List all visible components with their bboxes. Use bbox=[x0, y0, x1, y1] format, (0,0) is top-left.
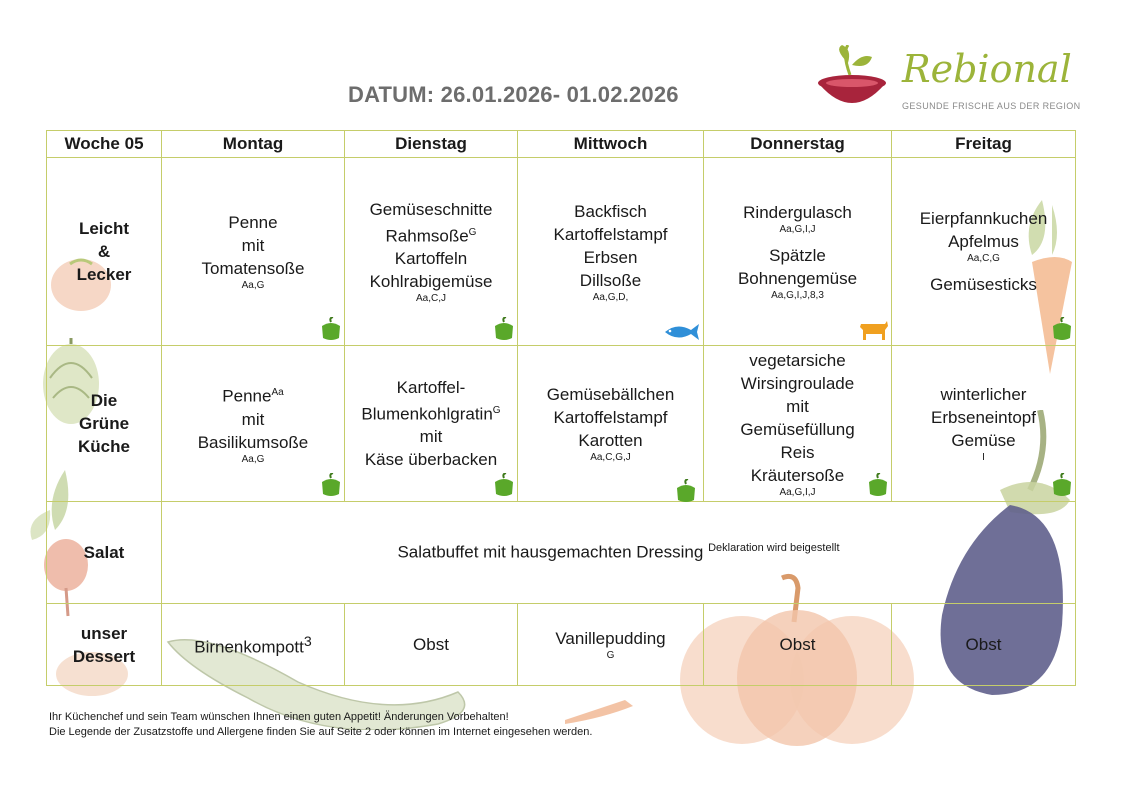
meal-line: Gemüsebällchen bbox=[546, 385, 675, 404]
meal-line: Basilikumsoße bbox=[197, 432, 309, 452]
dessert-thursday bbox=[704, 604, 892, 686]
dessert-wednesday bbox=[518, 604, 704, 686]
meal-line: Karotten bbox=[578, 431, 643, 450]
day-header-tuesday: Dienstag bbox=[345, 131, 518, 158]
meal-line: Kartoffel- bbox=[396, 377, 466, 397]
menu-row-leicht-lecker bbox=[47, 158, 1076, 346]
meal-line: Gemüseschnitte bbox=[369, 199, 493, 219]
dessert-text: Vanillepudding bbox=[555, 629, 666, 648]
menu-row-gruene-kueche bbox=[47, 346, 1076, 502]
allergen-codes: Aa,C,J bbox=[415, 293, 446, 305]
week-header: Woche 05 bbox=[47, 131, 162, 158]
salad-buffet-cell bbox=[162, 502, 1076, 604]
meal-line: Wirsingroulade bbox=[740, 373, 855, 393]
meal-line: Dillsoße bbox=[579, 270, 642, 290]
vegetarian-icon bbox=[320, 317, 342, 341]
meal-gruen-wednesday bbox=[518, 346, 704, 502]
salad-text: Salatbuffet mit hausgemachten Dressing bbox=[397, 542, 704, 562]
meal-leicht-monday bbox=[162, 158, 345, 346]
day-header-wednesday: Mittwoch bbox=[518, 131, 704, 158]
row-label-line: Küche bbox=[78, 437, 130, 456]
meal-leicht-thursday bbox=[704, 158, 892, 346]
allergen-superscript: Aa bbox=[271, 387, 284, 399]
day-header-monday: Montag bbox=[162, 131, 345, 158]
meal-leicht-friday bbox=[892, 158, 1076, 346]
meal-line: Käse überbacken bbox=[364, 450, 498, 470]
meal-line: Backfisch bbox=[574, 201, 647, 221]
meal-line: winterlicher bbox=[940, 385, 1027, 404]
dessert-text: Obst bbox=[779, 635, 816, 654]
additive-superscript: 3 bbox=[303, 633, 312, 650]
dessert-tuesday bbox=[345, 604, 518, 686]
meal-line: Gemüse bbox=[951, 431, 1016, 450]
row-label-leicht-lecker bbox=[47, 158, 162, 346]
vegetarian-icon bbox=[493, 317, 515, 341]
meal-line: Gemüsefüllung bbox=[740, 419, 855, 439]
rebional-logo bbox=[812, 45, 1081, 115]
row-label-salat: Salat bbox=[47, 502, 162, 604]
vegetarian-icon bbox=[1051, 317, 1073, 341]
meal-line: Kartoffelstampf bbox=[553, 408, 668, 427]
meal-line: Kohlrabigemüse bbox=[369, 272, 493, 292]
allergen-superscript: G bbox=[468, 226, 477, 238]
meal-line: Erbsen bbox=[583, 247, 638, 267]
row-label-line: Dessert bbox=[72, 646, 136, 666]
header-row bbox=[47, 131, 1076, 158]
row-label-line: & bbox=[97, 242, 111, 261]
vegetarian-icon bbox=[867, 473, 889, 497]
meal-line: Rindergulasch bbox=[743, 203, 852, 222]
date-title: DATUM: 26.01.2026- 01.02.2026 bbox=[348, 82, 679, 107]
meal-line: Rahmsoße bbox=[385, 226, 469, 246]
allergen-codes: G bbox=[606, 650, 615, 661]
allergen-codes: Aa,G,I,J,8,3 bbox=[771, 290, 824, 301]
dessert-monday bbox=[162, 604, 345, 686]
logo-tagline: GESUNDE FRISCHE AUS DER REGION bbox=[902, 101, 1081, 111]
meal-line: Apfelmus bbox=[948, 232, 1019, 251]
soup-bowl-icon bbox=[812, 45, 896, 111]
logo-wordmark: Rebional bbox=[902, 47, 1072, 91]
meal-line: Penne bbox=[222, 386, 272, 406]
meal-gruen-monday bbox=[162, 346, 345, 502]
meal-line: Eierpfannkuchen bbox=[919, 209, 1048, 228]
meal-line: Penne bbox=[228, 213, 278, 232]
meal-line: Reis bbox=[780, 442, 815, 462]
weekly-menu-table bbox=[46, 130, 1076, 686]
meal-line: Gemüsesticks bbox=[930, 275, 1037, 294]
meal-line: Spätzle bbox=[769, 246, 826, 265]
row-label-gruene-kueche bbox=[47, 346, 162, 502]
meal-line: Kartoffeln bbox=[394, 249, 468, 269]
meal-line: mit bbox=[241, 236, 265, 255]
meal-gruen-friday bbox=[892, 346, 1076, 502]
allergen-codes: Aa,G,I,J bbox=[779, 486, 816, 498]
meal-leicht-wednesday bbox=[518, 158, 704, 346]
footer-notes bbox=[49, 710, 592, 740]
vegetarian-icon bbox=[493, 473, 515, 497]
allergen-codes: Aa,G bbox=[241, 280, 265, 291]
dessert-text: Obst bbox=[965, 635, 1002, 654]
meal-line: Kräutersoße bbox=[750, 465, 845, 485]
menu-row-dessert bbox=[47, 604, 1076, 686]
meal-leicht-tuesday bbox=[345, 158, 518, 346]
meal-line: Tomatensoße bbox=[201, 259, 305, 278]
meal-line: mit bbox=[786, 396, 809, 416]
day-header-friday: Freitag bbox=[892, 131, 1076, 158]
beef-icon bbox=[857, 319, 889, 341]
meal-gruen-thursday bbox=[704, 346, 892, 502]
meal-line: Blumenkohlgratin bbox=[361, 404, 493, 424]
vegetarian-icon bbox=[1051, 473, 1073, 497]
row-label-line: Grüne bbox=[78, 414, 130, 433]
row-label-line: Leicht bbox=[78, 219, 130, 238]
menu-row-salat bbox=[47, 502, 1076, 604]
meal-gruen-tuesday bbox=[345, 346, 518, 502]
allergen-codes: Aa,C,G,J bbox=[590, 452, 631, 463]
dessert-text: Birnenkompott bbox=[194, 637, 304, 657]
day-header-thursday: Donnerstag bbox=[704, 131, 892, 158]
vegetarian-icon bbox=[320, 473, 342, 497]
allergen-codes: Aa,G,I,J bbox=[779, 224, 816, 235]
dessert-friday bbox=[892, 604, 1076, 686]
allergen-codes: Aa,G,D, bbox=[592, 291, 629, 303]
allergen-superscript: G bbox=[492, 404, 501, 416]
row-label-line: Lecker bbox=[76, 265, 132, 284]
allergen-codes: I bbox=[982, 452, 985, 463]
footer-line: Ihr Küchenchef und sein Team wünschen Ihnen einen guten Appetit! Änderungen Vorbehalten! bbox=[49, 711, 509, 723]
meal-line: Kartoffelstampf bbox=[553, 224, 668, 244]
row-label-line: unser bbox=[80, 623, 128, 643]
dessert-text: Obst bbox=[413, 635, 449, 654]
salad-note: Deklaration wird beigestellt bbox=[708, 542, 840, 555]
meal-line: mit bbox=[419, 427, 443, 447]
meal-line: Bohnengemüse bbox=[737, 269, 858, 288]
meal-line: vegetarsiche bbox=[749, 350, 846, 370]
meal-line: mit bbox=[241, 409, 265, 429]
footer-line: Die Legende der Zusatzstoffe und Allergene finden Sie auf Seite 2 oder können im Internet eingesehen werden. bbox=[49, 726, 593, 738]
meal-line: Erbseneintopf bbox=[931, 408, 1036, 427]
row-label-dessert bbox=[47, 604, 162, 686]
fish-icon bbox=[661, 323, 701, 341]
allergen-codes: Aa,C,G bbox=[967, 253, 1000, 264]
vegetarian-icon bbox=[675, 479, 697, 503]
allergen-codes: Aa,G bbox=[241, 453, 265, 465]
row-label-line: Die bbox=[90, 391, 118, 410]
